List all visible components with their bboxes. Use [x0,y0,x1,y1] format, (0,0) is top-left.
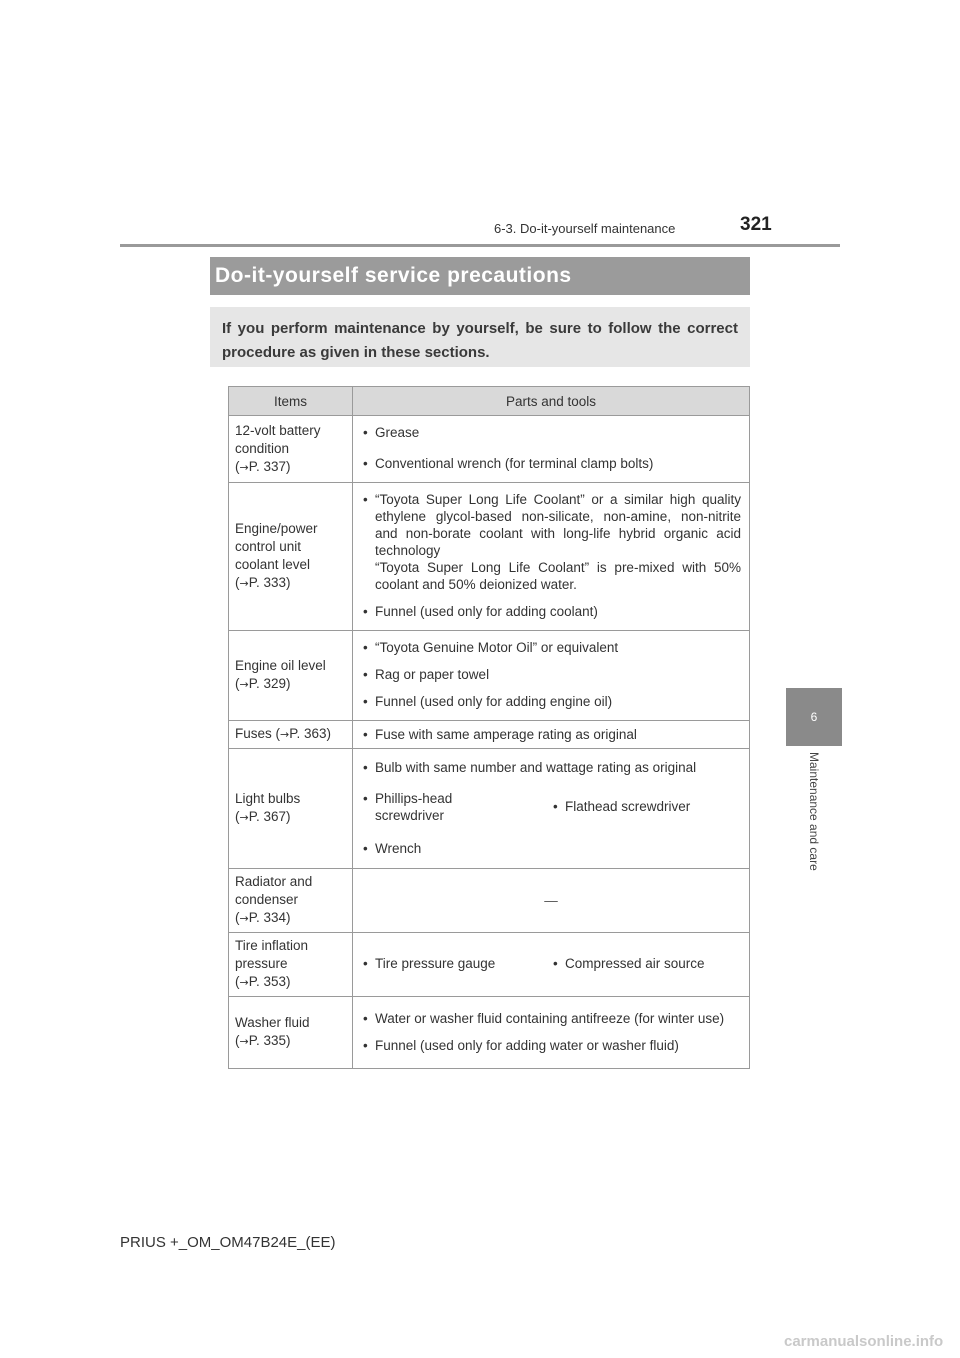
two-column-list [361,951,741,978]
item-name: Engine/power [235,521,318,536]
item-cell [229,869,353,933]
arrow-right-icon: → [239,976,249,989]
parts-cell [353,721,750,749]
parts-cell [353,749,750,869]
table-row [229,416,750,483]
list-item: • Compressed air source [551,955,741,972]
list-item: • Flathead screwdriver [551,798,690,815]
item-name: Fuses [235,726,272,741]
arrow-right-icon: → [239,678,249,691]
page-reference[interactable]: (→P. 335) [235,1033,291,1048]
table-row [229,631,750,721]
parts-tools-table [228,386,750,1069]
item-name: Engine oil level [235,658,326,673]
arrow-right-icon: → [239,912,249,925]
list-item: • Funnel (used only for adding water or washer fluid) [361,1037,741,1054]
list-item: • Fuse with same amperage rating as original [361,726,741,743]
parts-cell [353,483,750,631]
list-item: • Grease [361,424,741,441]
item-name: Washer fluid [235,1015,310,1030]
arrow-right-icon: → [239,577,249,590]
list-item-note: “Toyota Super Long Life Coolant” is pre-mixed with 50% coolant and 50% deionized water. [375,560,741,592]
table-row [229,749,750,869]
item-cell [229,997,353,1069]
table-row [229,483,750,631]
parts-cell [353,869,750,933]
list-item: • Bulb with same number and wattage rating as original [361,759,741,776]
watermark: carmanualsonline.info [784,1333,944,1350]
list-item: • Rag or paper towel [361,666,741,683]
item-name: control unit [235,539,302,554]
chapter-label: Maintenance and care [807,752,821,871]
item-name: condenser [235,892,299,907]
page-reference[interactable]: (→P. 353) [235,974,291,989]
chapter-label-container [786,752,842,932]
item-name: Radiator and [235,874,313,889]
item-name: pressure [235,956,288,971]
section-title: 6-3. Do-it-yourself maintenance [494,221,676,236]
parts-cell [353,997,750,1069]
arrow-right-icon: → [239,460,249,474]
list-item: • Water or washer fluid containing antifreeze (for winter use) [361,1010,741,1027]
item-name: Light bulbs [235,791,301,806]
page-number: 321 [740,214,772,235]
item-name: 12-volt battery [235,422,321,438]
page-title: Do-it-yourself service precautions [210,257,750,295]
item-cell [229,933,353,997]
table-row [229,997,750,1069]
list-item: • Tire pressure gauge [361,955,551,972]
page-reference[interactable]: (→P. 334) [235,910,291,925]
arrow-right-icon: → [280,728,290,741]
intro-text: If you perform maintenance by yourself, be sure to follow the correct procedure as given in these sections. [210,307,750,367]
table-row [229,869,750,933]
list-item: • Conventional wrench (for terminal clamp bolts) [361,455,741,472]
table-header-row [229,387,750,416]
parts-cell [353,631,750,721]
column-header-items: Items [229,387,353,416]
item-cell [229,721,353,749]
item-cell [229,631,353,721]
two-column-list [361,786,741,830]
chapter-number: 6 [810,710,818,724]
list-item: • “Toyota Genuine Motor Oil” or equivalent [361,639,741,656]
empty-dash: — [544,893,558,908]
list-item: • Wrench [361,840,741,857]
document-code: PRIUS +_OM_OM47B24E_(EE) [120,1234,336,1251]
list-item: • “Toyota Super Long Life Coolant” or a similar high quality ethylene glycol-based non-silicate, non-amine, non-nitrite and non-borate coolant with long-life hybrid organic acid technology “Toyota Super Long Life Coolant” is pre-mixed with 50% coolant and 50% deionized water. [361,491,741,593]
item-cell [229,483,353,631]
arrow-right-icon: → [239,811,249,824]
page-reference[interactable]: (→P. 367) [235,809,291,824]
chapter-tab[interactable] [786,688,842,746]
header-divider [120,244,840,247]
item-name: Tire inflation [235,938,309,953]
list-item: • Funnel (used only for adding coolant) [361,603,741,620]
item-cell [229,416,353,483]
table-row [229,721,750,749]
list-item: • Funnel (used only for adding engine oil) [361,693,741,710]
item-cell [229,749,353,869]
parts-cell [353,416,750,483]
page-reference[interactable]: (→P. 333) [235,575,291,590]
page-reference[interactable]: (→P. 363) [275,726,332,741]
item-name: condition [235,440,290,456]
page-reference[interactable]: (→P. 337) [235,458,291,474]
column-header-parts: Parts and tools [353,387,750,416]
item-name: coolant level [235,557,311,572]
table-row [229,933,750,997]
arrow-right-icon: → [239,1035,249,1048]
page-reference[interactable]: (→P. 329) [235,676,291,691]
list-item: • Phillips-head screwdriver [361,790,495,824]
parts-cell [353,933,750,997]
